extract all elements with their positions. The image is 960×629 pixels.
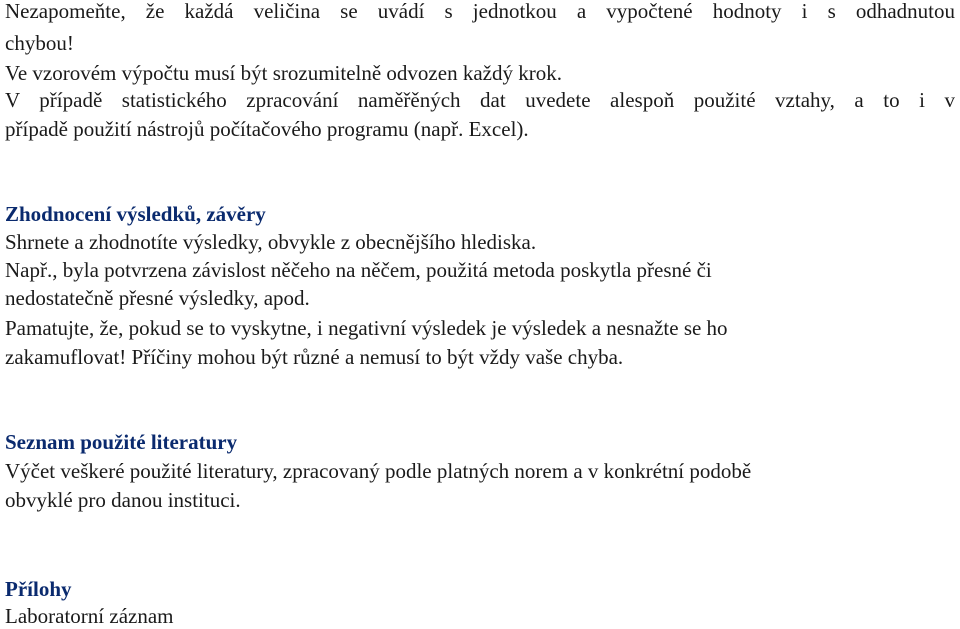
section-line: Laboratorní záznam <box>5 604 174 628</box>
intro-line: chybou! <box>5 31 74 55</box>
section-line: Výčet veškeré použité literatury, zpracovaný podle platných norem a v konkrétní podobě <box>5 459 752 483</box>
section-line: obvyklé pro danou instituci. <box>5 488 241 512</box>
section-line: zakamuflovat! Příčiny mohou být různé a nemusí to být vždy vaše chyba. <box>5 345 624 369</box>
intro-line: Ve vzorovém výpočtu musí být srozumitelně odvozen každý krok. <box>5 61 562 85</box>
section-heading: Seznam použité literatury <box>5 430 238 454</box>
intro-line: V případě statistického zpracování naměřěných dat uvedete alespoň použité vztahy, a to i v <box>5 88 955 112</box>
intro-line: případě použití nástrojů počítačového programu (např. Excel). <box>5 117 529 141</box>
section-heading: Zhodnocení výsledků, závěry <box>5 202 266 226</box>
section-line: Např., byla potvrzena závislost něčeho na něčem, použitá metoda poskytla přesné či <box>5 258 712 282</box>
section-line: Shrnete a zhodnotíte výsledky, obvykle z obecnějšího hlediska. <box>5 230 537 254</box>
section-line: nedostatečně přesné výsledky, apod. <box>5 286 310 310</box>
section-line: Pamatujte, že, pokud se to vyskytne, i negativní výsledek je výsledek a nesnažte se ho <box>5 316 728 340</box>
intro-line: Nezapomeňte, že každá veličina se uvádí s jednotkou a vypočtené hodnoty i s odhadnutou <box>5 0 955 23</box>
section-heading: Přílohy <box>5 577 72 601</box>
